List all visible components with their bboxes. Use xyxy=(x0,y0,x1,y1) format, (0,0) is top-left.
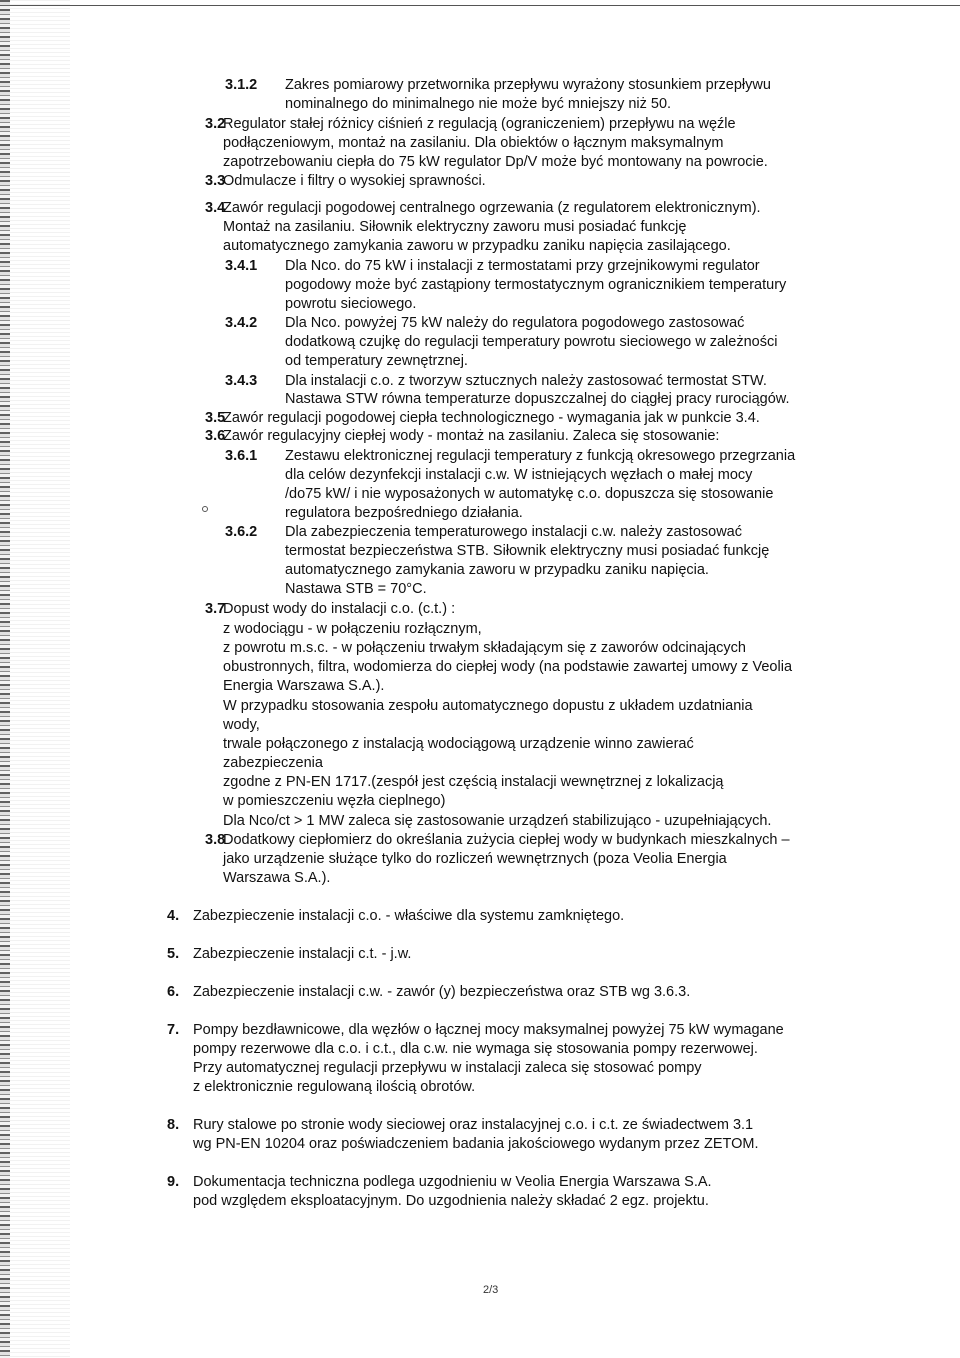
paragraph-line: Warszawa S.A.). xyxy=(223,870,331,886)
paragraph-line: zgodne z PN-EN 1717.(zespół jest częścią instalacji wewnętrznej z lokalizacją xyxy=(223,774,724,790)
paragraph-line: Dla instalacji c.o. z tworzyw sztucznych należy zastosować termostat STW. xyxy=(285,373,767,389)
paragraph-line: Dla Nco. do 75 kW i instalacji z termostatami przy grzejnikowymi regulator xyxy=(285,258,760,274)
paragraph-line: pogodowy może być zastąpiony termostatycznym ogranicznikiem temperatury xyxy=(285,277,787,293)
paragraph-line: w pomieszczeniu węzła cieplnego) xyxy=(223,793,446,809)
paragraph-line: Regulator stałej różnicy ciśnień z regulacją (ograniczeniem) przepływu na węźle xyxy=(223,116,736,132)
paragraph-line: z elektronicznie regulowaną ilością obrotów. xyxy=(193,1079,476,1095)
paragraph-line: zapotrzebowaniu ciepła do 75 kW regulator Dp/V może być montowany na powrocie. xyxy=(223,154,768,170)
section-number: 3.4 xyxy=(205,200,226,216)
paragraph-line: Zabezpieczenie instalacji c.w. - zawór (y) bezpieczeństwa oraz STB wg 3.6.3. xyxy=(193,984,691,1000)
paragraph-line: wg PN-EN 10204 oraz poświadczeniem badania jakościowego wydanym przez ZETOM. xyxy=(193,1136,759,1152)
paragraph-line: Pompy bezdławnicowe, dla węzłów o łącznej mocy maksymalnej powyżej 75 kW wymagane xyxy=(193,1022,784,1038)
section-number: 6. xyxy=(167,984,180,1000)
scan-shadow xyxy=(10,0,70,1358)
paragraph-line: Zabezpieczenie instalacji c.o. - właściwe dla systemu zamkniętego. xyxy=(193,908,625,924)
paragraph-line: Nastawa STB = 70°C. xyxy=(285,581,427,597)
paragraph-line: od temperatury zewnętrznej. xyxy=(285,353,468,369)
paragraph-line: Przy automatycznej regulacji przepływu w instalacji zaleca się stosować pompy xyxy=(193,1060,702,1076)
section-number: 3.3 xyxy=(205,173,226,189)
paragraph-line: regulatora bezpośredniego działania. xyxy=(285,505,523,521)
section-number: 7. xyxy=(167,1022,180,1038)
paragraph-line: z powrotu m.s.c. - w połączeniu trwałym składającym się z zaworów odcinających xyxy=(223,640,746,656)
section-number: 3.7 xyxy=(205,601,226,617)
paragraph-line: Zawór regulacji pogodowej centralnego ogrzewania (z regulatorem elektronicznym). xyxy=(223,200,761,216)
paragraph-line: W przypadku stosowania zespołu automatycznego dopustu z układem uzdatniania xyxy=(223,698,753,714)
section-number: 3.6 xyxy=(205,428,226,444)
paragraph-line: Zawór regulacyjny ciepłej wody - montaż na zasilaniu. Zaleca się stosowanie: xyxy=(223,428,720,444)
paragraph-line: Dodatkowy ciepłomierz do określania zużycia ciepłej wody w budynkach mieszkalnych – xyxy=(223,832,790,848)
paragraph-line: pompy rezerwowe dla c.o. i c.t., dla c.w. nie wymaga się stosowania pompy rezerwowej. xyxy=(193,1041,758,1057)
section-number: 3.6.1 xyxy=(225,448,258,464)
paragraph-line: zabezpieczenia xyxy=(223,755,323,771)
paragraph-line: Dla Nco/ct > 1 MW zaleca się zastosowanie urządzeń stabilizująco - uzupełniających. xyxy=(223,813,772,829)
paragraph-line: Dla zabezpieczenia temperaturowego instalacji c.w. należy zastosować xyxy=(285,524,742,540)
paragraph-line: automatycznego zamykania zaworu w przypadku zaniku napięcia. xyxy=(285,562,709,578)
section-number: 3.4.2 xyxy=(225,315,258,331)
section-number: 8. xyxy=(167,1117,180,1133)
paragraph-line: trwale połączonego z instalacją wodociągową urządzenie winno zawierać xyxy=(223,736,694,752)
paragraph-line: Zabezpieczenie instalacji c.t. - j.w. xyxy=(193,946,412,962)
paragraph-line: wody, xyxy=(223,717,260,733)
page-number: 2/3 xyxy=(483,1284,499,1296)
paragraph-line: Energia Warszawa S.A.). xyxy=(223,678,385,694)
section-number: 3.4.1 xyxy=(225,258,258,274)
paragraph-line: Odmulacze i filtry o wysokiej sprawności. xyxy=(223,173,486,189)
section-number: 3.5 xyxy=(205,410,226,426)
paragraph-line: Zakres pomiarowy przetwornika przepływu wyrażony stosunkiem przepływu xyxy=(285,77,771,93)
paragraph-line: obustronnych, filtra, wodomierza do ciepłej wody (na podstawie zawartej umowy z Veolia xyxy=(223,659,793,675)
paragraph-line: /do75 kW/ i nie wyposażonych w automatykę c.o. dopuszcza się stosowanie xyxy=(285,486,774,502)
paragraph-line: podłączeniowym, montaż na zasilaniu. Dla obiektów o łącznym maksymalnym xyxy=(223,135,724,151)
section-number: 9. xyxy=(167,1174,180,1190)
paragraph-line: z wodociągu - w połączeniu rozłącznym, xyxy=(223,621,482,637)
section-number: 4. xyxy=(167,908,180,924)
paragraph-line: Dopust wody do instalacji c.o. (c.t.) : xyxy=(223,601,456,617)
paragraph-line: dodatkową czujkę do regulacji temperatury powrotu sieciowego w zależności xyxy=(285,334,778,350)
section-number: 5. xyxy=(167,946,180,962)
section-number: 3.2 xyxy=(205,116,226,132)
paragraph-line: jako urządzenie służące tylko do rozliczeń wewnętrznych (poza Veolia Energia xyxy=(223,851,727,867)
paragraph-line: automatycznego zamykania zaworu w przypadku zaniku napięcia zasilającego. xyxy=(223,238,731,254)
section-number: 3.8 xyxy=(205,832,226,848)
section-number: 3.1.2 xyxy=(225,77,258,93)
paragraph-line: pod względem eksploatacyjnym. Do uzgodnienia należy składać 2 egz. projektu. xyxy=(193,1193,709,1209)
paragraph-line: powrotu sieciowego. xyxy=(285,296,417,312)
paragraph-line: termostat bezpieczeństwa STB. Siłownik elektryczny musi posiadać funkcję xyxy=(285,543,770,559)
paragraph-line: Montaż na zasilaniu. Siłownik elektryczny zaworu musi posiadać funkcję xyxy=(223,219,687,235)
page-top-edge xyxy=(0,5,960,6)
paragraph-line: dla celów dezynfekcji instalacji c.w. W istniejących węzłach o małej mocy xyxy=(285,467,753,483)
paragraph-line: Dla Nco. powyżej 75 kW należy do regulatora pogodowego zastosować xyxy=(285,315,745,331)
paragraph-line: Dokumentacja techniczna podlega uzgodnieniu w Veolia Energia Warszawa S.A. xyxy=(193,1174,712,1190)
paragraph-line: Nastawa STW równa temperaturze dopuszczalnej do ciągłej pracy rurociągów. xyxy=(285,391,790,407)
paragraph-line: nominalnego do minimalnego nie może być mniejszy niż 50. xyxy=(285,96,672,112)
scan-binding-edge xyxy=(0,0,10,1358)
paragraph-line: Rury stalowe po stronie wody sieciowej oraz instalacyjnej c.o. i c.t. ze świadectwem 3.1 xyxy=(193,1117,754,1133)
stray-mark xyxy=(202,506,208,512)
paragraph-line: Zawór regulacji pogodowej ciepła technologicznego - wymagania jak w punkcie 3.4. xyxy=(223,410,760,426)
paragraph-line: Zestawu elektronicznej regulacji temperatury z funkcją okresowego przegrzania xyxy=(285,448,796,464)
section-number: 3.4.3 xyxy=(225,373,258,389)
section-number: 3.6.2 xyxy=(225,524,258,540)
